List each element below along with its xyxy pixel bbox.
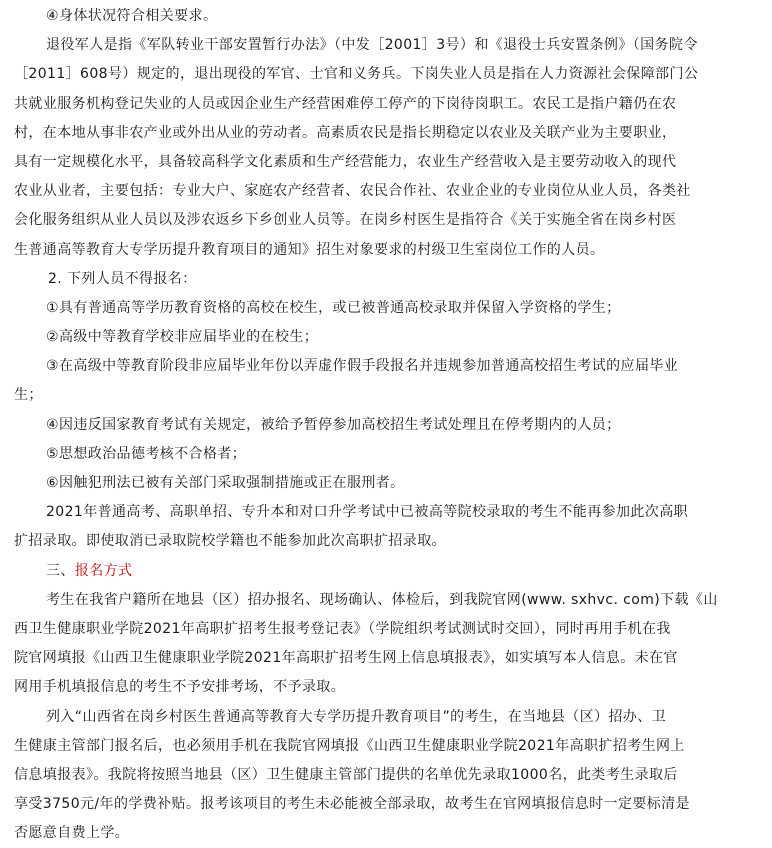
paragraph-line: 生普通高等教育大专学历提升教育项目的通知》招生对象要求的村级卫生室岗位工作的人员。 [14, 241, 605, 258]
paragraph-line: 退役军人是指《军队转业干部安置暂行办法》（中发［2001］3号）和《退役士兵安置条例》（国务院令 [46, 37, 698, 54]
section-heading [14, 557, 758, 586]
list-item-continuation: 生； [14, 387, 43, 404]
list-item: ④因违反国家教育考试有关规定，被给予暂停参加高校招生考试处理且在停考期内的人员； [46, 416, 621, 433]
paragraph-line: 村，在本地从事非农产业或外出从业的劳动者。高素质农民是指长期稳定以农业及关联产业为主要职业， [14, 124, 677, 141]
paragraph-line: 享受3750元/年的学费补贴。报考该项目的考生未必能被全部录取，故考生在官网填报信息时一定要标清是 [14, 796, 690, 813]
list-item: ⑤思想政治品德考核不合格者； [46, 445, 247, 462]
section-number: 三、 [46, 562, 75, 579]
paragraph-line: ④身体状况符合相关要求。 [46, 8, 218, 24]
paragraph-line: 院官网填报《山西卫生健康职业学院2021年高职扩招考生网上信息填报表》，如实填写本人信息。未在官 [14, 650, 678, 667]
paragraph-line: 西卫生健康职业学院2021年高职扩招考生报考登记表》（学院组织考试测试时交回），同时再用手机在我 [14, 620, 671, 637]
paragraph-line: 具有一定规模化水平，具备较高科学文化素质和生产经营能力，农业生产经营收入是主要劳动收入的现代 [14, 153, 677, 170]
paragraph-line: 扩招录取。即使取消已录取院校学籍也不能参加此次高职扩招录取。 [14, 533, 446, 550]
paragraph-line: 共就业服务机构登记失业的人员或因企业生产经营困难停工停产的下岗待岗职工。农民工是指户籍仍在农 [14, 95, 677, 112]
paragraph-line: 生健康主管部门报名后，也必须用手机在我院官网填报《山西卫生健康职业学院2021年高职扩招考生网上 [14, 737, 685, 754]
list-item: ⑥因触犯刑法已被有关部门采取强制措施或正在服刑者。 [46, 475, 405, 491]
list-item: ②高级中等教育学校非应届毕业的在校生； [46, 329, 319, 346]
paragraph-line: 2021年普通高考、高职单招、专升本和对口升学考试中已被高等院校录取的考生不能再参加此次高职 [46, 504, 689, 521]
paragraph-line: 列入“山西省在岗乡村医生普通高等教育大专学历提升教育项目”的考生，在当地县（区）招办、卫 [46, 708, 667, 725]
list-item: ③在高级中等教育阶段非应届毕业年份以弄虚作假手段报名并违规参加普通高校招生考试的应届毕业 [46, 358, 679, 375]
paragraph-line: 考生在我省户籍所在地县（区）招办报名、现场确认、体检后，到我院官网(www. sxhvc. com)下载《山 [46, 591, 718, 608]
list-heading: 2. 下列人员不得报名： [48, 270, 197, 287]
section-title: 报名方式 [74, 562, 133, 579]
paragraph-line: 否愿意自费上学。 [14, 825, 130, 842]
paragraph-line: 农业从业者，主要包括：专业大户、家庭农产经营者、农民合作社、农业企业的专业岗位从业人员，各类社 [14, 183, 691, 200]
paragraph-line: 会化服务组织从业人员以及涉农返乡下乡创业人员等。在岗乡村医生是指符合《关于实施全省在岗乡村医 [14, 212, 677, 229]
paragraph-line: 信息填报表》。我院将按照当地县（区）卫生健康主管部门提供的名单优先录取1000名，此类考生录取后 [14, 766, 678, 783]
list-item: ①具有普通高等学历教育资格的高校在校生，或已被普通高校录取并保留入学资格的学生； [46, 299, 621, 316]
paragraph-line: 网用手机填报信息的考生不予安排考场，不予录取。 [14, 679, 346, 696]
paragraph-line: ［2011］608号）规定的，退出现役的军官、士官和义务兵。下岗失业人员是指在人力资源社会保障部门公 [14, 66, 699, 83]
